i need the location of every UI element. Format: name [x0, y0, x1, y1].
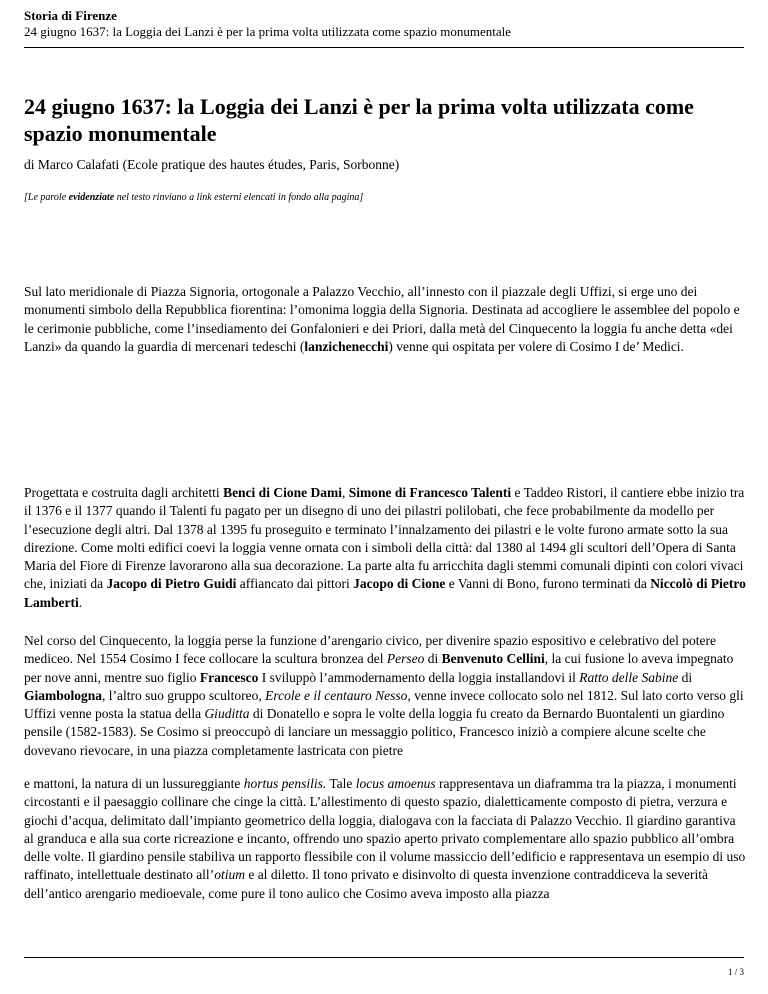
italic-hortus-pensilis: hortus pensilis. [243, 776, 327, 791]
italic-ercole-nesso: Ercole e il centauro Nesso [265, 687, 408, 703]
link-jacopo-di-cione[interactable]: Jacopo di Cione [353, 576, 446, 592]
paragraph-1: Sul lato meridionale di Piazza Signoria, ortogonale a Palazzo Vecchio, all’innesto con il piazzale degli Uffizi, si erge uno dei monumenti simbolo della Repubblica fiorentina: l’omonima loggia della Signoria. Destinata ad accogliere le assemblee del popolo e le cerimonie pubbliche, come l’insediamento dei Gonfalonieri e dei Priori, dalla metà del Cinquecento la loggia fu anche detta «dei Lanzi» da quando la guardia di mercenari tedeschi (lanzichenecchi) venne qui ospitata per volere di Cosimo I de’ Medici. [24, 284, 740, 354]
paragraph-2: Progettata e costruita dagli architetti Benci di Cione Dami, Simone di Francesco Talenti e Taddeo Ristori, il cantiere ebbe inizio tra il 1376 e il 1377 quando il Talenti fu pagato per un disegno di uno dei pilastri polilobati, che fece probabilmente da modello per l’esecuzione degli altri. Dal 1378 al 1395 fu proseguito e terminato l’innalzamento dei pilastri e le volte furono armate sotto la sua direzione. Come molti edifici coevi la loggia venne ornata con i simboli della città: dal 1380 al 1494 gli scultori dell’Opera di Santa Maria del Fiore di Firenze lavorarono alla sua decorazione. La parte alta fu arricchita dagli stemmi comunali dipinti con colori vivaci che, iniziati da Jacopo di Pietro Guidi affiancato dai pittori Jacopo di Cione e Vanni di Bono, furono terminati da Niccolò di Pietro Lamberti. [24, 485, 746, 610]
header-subtitle: 24 giugno 1637: la Loggia dei Lanzi è per la prima volta utilizzata come spazio monumentale [24, 24, 511, 39]
site-name: Storia di Firenze [24, 8, 117, 23]
link-niccolo-lamberti[interactable]: Niccolò di Pietro Lamberti [24, 576, 746, 610]
footer-divider [24, 957, 744, 958]
link-lanzichenecchi[interactable]: lanzichenecchi [304, 338, 389, 354]
italic-locus-amoenus: locus amoenus [355, 776, 436, 791]
italic-giuditta: Giuditta [204, 706, 250, 722]
article-title: 24 giugno 1637: la Loggia dei Lanzi è per la prima volta utilizzata come spazio monumentale [24, 94, 694, 146]
link-francesco[interactable]: Francesco [199, 669, 259, 685]
page-header [24, 8, 744, 40]
paragraph-3: Nel corso del Cinquecento, la loggia perse la funzione d’arengario civico, per divenire spazio espositivo e celebrativo del potere mediceo. Nel 1554 Cosimo I fece collocare la scultura bronzea del Perseo di Benvenuto Cellini, la cui fusione lo aveva impegnato per nove anni, mentre suo figlio Francesco I sviluppò l’ammodernamento della loggia installandovi il Ratto delle Sabine di Giambologna, l’altro suo gruppo scultoreo, Ercole e il centauro Nesso, venne invece collocato solo nel 1812. Sul lato corto verso gli Uffizi venne posta la statua della Giuditta di Donatello e sopra le volte della loggia fu creato da Bernardo Buontalenti un giardino pensile (1582-1583). Se Cosimo si preoccupò di lanciare un messaggio politico, Francesco iniziò a compiere alcune scelte che dovevano rievocare, in una piazza completamente lastricata con pietre [24, 633, 744, 758]
paragraph-4: e mattoni, la natura di un lussureggiante hortus pensilis. Tale locus amoenus rappresentava un diaframma tra la piazza, i monumenti circostanti e il paesaggio collinare che cinge la città. L’allestimento di questo spazio, dialetticamente composto di pietra, verzura e giochi d’acqua, delimitato dall’impianto geometrico della loggia, dialogava con la facciata di Palazzo Vecchio. Il giardino garantiva al granduca e alla sua corte ricreazione e incanto, offrendo uno spazio aperto privato complementare allo spazio pubblico all’ombra delle volte. Il giardino pensile stabiliva un rapporto flessibile con il volume massiccio dell’edificio e rappresentava un esempio di uso raffinato, intellettuale destinato all’otium e al diletto. Il tono privato e disinvolto di questa invenzione contraddiceva la severità dell’antico arengario medioevale, come pure il tono aulico che Cosimo aveva imposto alla piazza [24, 776, 746, 901]
italic-perseo: Perseo [386, 651, 425, 667]
italic-ratto-sabine: Ratto delle Sabine [579, 669, 679, 685]
link-simone-talenti[interactable]: Simone di Francesco Talenti [348, 485, 512, 500]
link-benci-di-cione-dami[interactable]: Benci di Cione Dami [223, 485, 342, 500]
link-jacopo-di-pietro-guidi[interactable]: Jacopo di Pietro Guidi [106, 576, 237, 592]
note-emphasis: evidenziate [68, 192, 115, 203]
italic-otium: otium [214, 867, 245, 883]
link-benvenuto-cellini[interactable]: Benvenuto Cellini [441, 651, 545, 667]
header-divider [24, 47, 744, 48]
links-note: [Le parole evidenziate nel testo rinviano a link esterni elencati in fondo alla pagina] [24, 192, 364, 203]
link-giambologna[interactable]: Giambologna [24, 687, 103, 703]
article-author: di Marco Calafati (Ecole pratique des hautes études, Paris, Sorbonne) [24, 157, 400, 172]
page-number: 1 / 3 [727, 967, 744, 977]
